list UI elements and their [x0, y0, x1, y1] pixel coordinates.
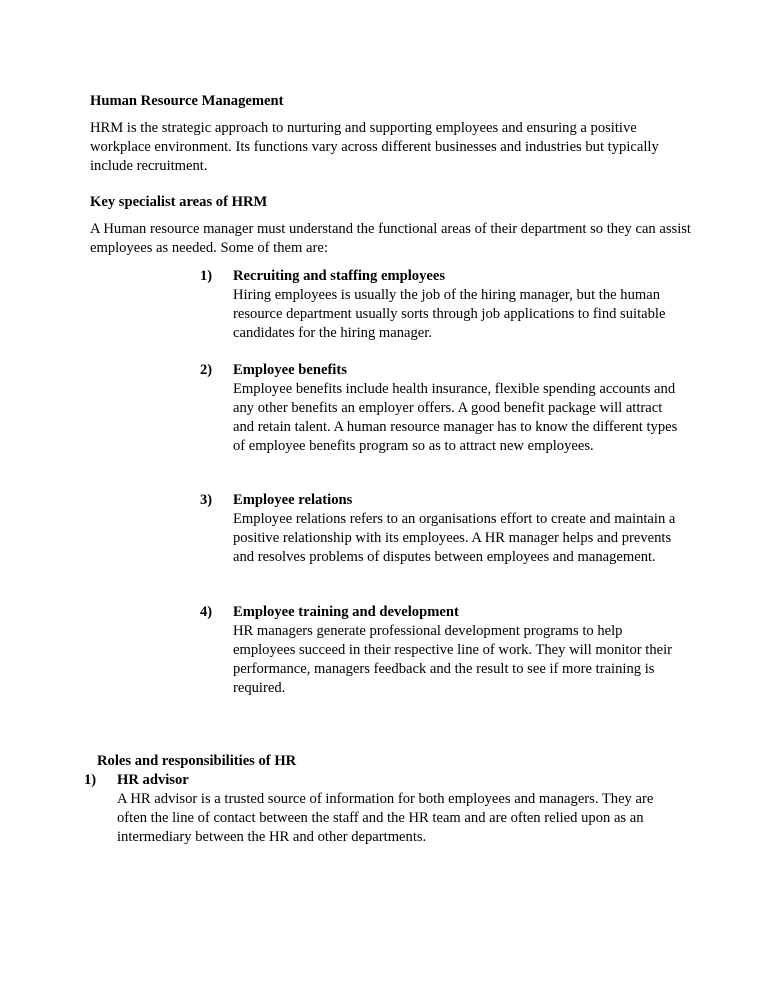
- document-title: Human Resource Management: [90, 93, 284, 109]
- list-item-title: HR advisor: [117, 772, 189, 788]
- section-heading-roles: Roles and responsibilities of HR: [97, 753, 297, 769]
- intro-paragraph: HRM is the strategic approach to nurturing and supporting employees and ensuring a positive workplace environment. Its functions vary across different businesses and industries but typically include recruitment.: [90, 120, 659, 174]
- list-item-number: 1): [84, 772, 97, 788]
- list-item-title: Employee relations: [233, 492, 353, 508]
- list-item-title: Employee training and development: [233, 604, 459, 620]
- section-heading-key-areas: Key specialist areas of HRM: [90, 194, 268, 210]
- list-item-text: Hiring employees is usually the job of the hiring manager, but the human resource department usually sorts through job applications to find suitable candidates for the hiring manager.: [233, 287, 666, 341]
- list-item-number: 2): [200, 362, 213, 378]
- list-item-text: A HR advisor is a trusted source of information for both employees and managers. They are often the line of contact between the staff and the HR team and are often relied upon as an intermediary between the HR and other departments.: [117, 791, 654, 845]
- list-item-title: Recruiting and staffing employees: [233, 268, 446, 284]
- list-item-number: 4): [200, 604, 213, 620]
- list-item-text: HR managers generate professional development programs to help employees succeed in their respective line of work. They will monitor their performance, managers feedback and the result to see if more training is required.: [233, 623, 673, 696]
- list-item-text: Employee relations refers to an organisations effort to create and maintain a positive relationship with its employees. A HR manager helps and prevents and resolves problems of disputes between employees and management.: [233, 511, 676, 565]
- list-item-number: 1): [200, 268, 213, 284]
- list-item-title: Employee benefits: [233, 362, 347, 378]
- section-intro-paragraph: A Human resource manager must understand the functional areas of their department so they can assist employees as needed. Some of them are:: [90, 221, 691, 256]
- list-item-text: Employee benefits include health insurance, flexible spending accounts and any other benefits an employer offers. A good benefit package will attract and retain talent. A human resource manager has to know the different types of employee benefits program so as to attract new employees.: [233, 381, 678, 454]
- list-item-number: 3): [200, 492, 213, 508]
